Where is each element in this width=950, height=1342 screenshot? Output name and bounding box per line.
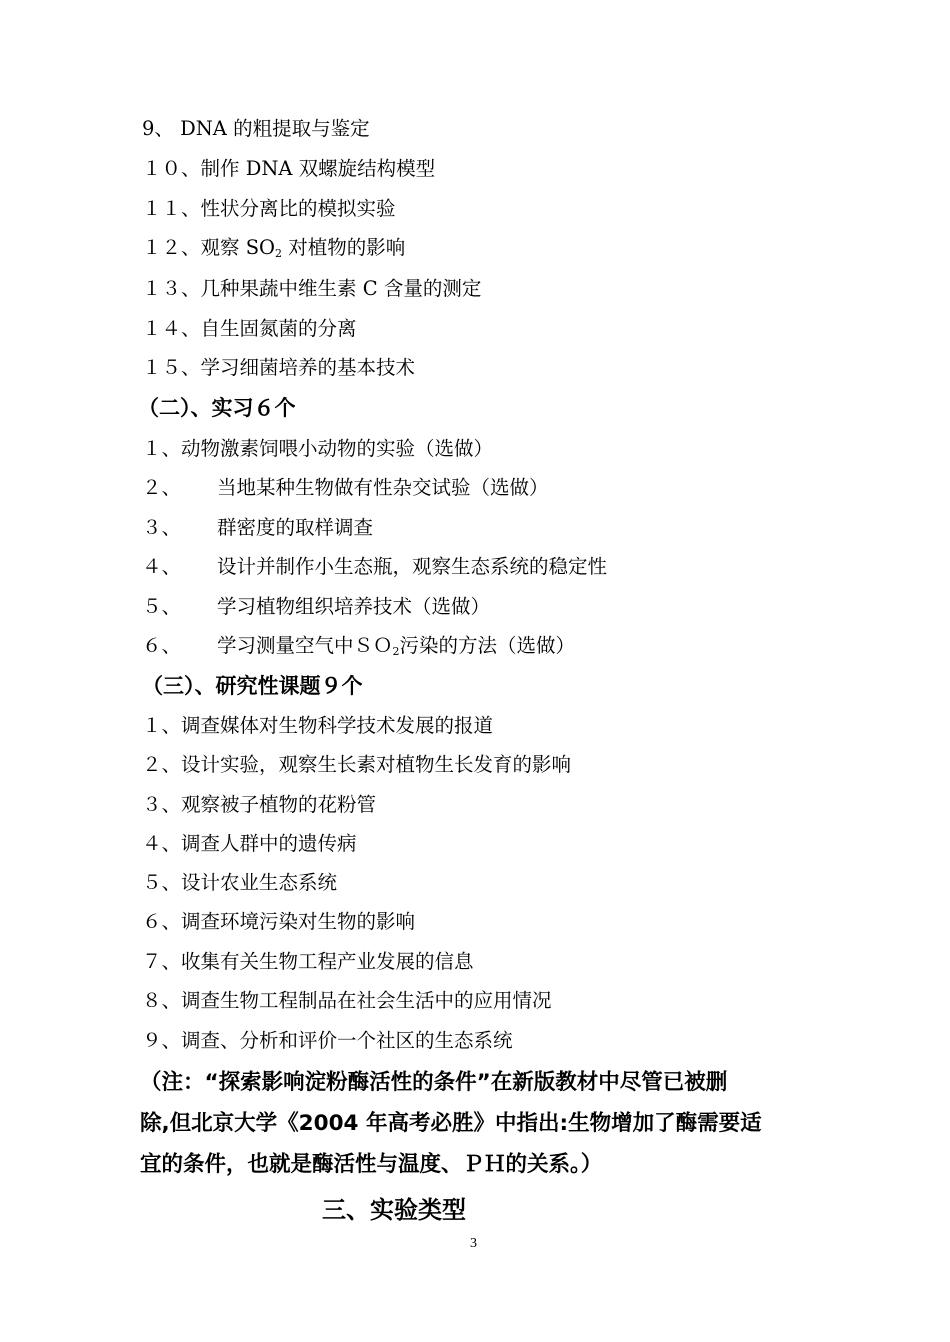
note-line: 宜的条件，也就是酶活性与温度、ＰＨ的关系。） bbox=[140, 1152, 603, 1177]
list-item-text: 对植物的影响 bbox=[282, 236, 406, 259]
note-line: 除,但北京大学《2004 年高考必胜》中指出:生物增加了酶需要适 bbox=[140, 1111, 762, 1136]
section-heading: （二）、实习６个 bbox=[138, 396, 296, 420]
item-number: ６、 bbox=[142, 634, 182, 657]
list-item bbox=[142, 234, 405, 262]
list-item: 9、 DNA 的粗提取与鉴定 bbox=[142, 117, 370, 140]
list-item bbox=[142, 474, 549, 502]
list-item-text: 群密度的取样调查 bbox=[217, 516, 374, 539]
list-item: １５、学习细菌培养的基本技术 bbox=[142, 356, 416, 379]
item-number: ５、 bbox=[142, 595, 182, 618]
list-item bbox=[142, 632, 575, 660]
list-item: １３、几种果蔬中维生素 C 含量的测定 bbox=[142, 277, 482, 300]
list-item-text: 学习植物组织培养技术（选做） bbox=[217, 595, 491, 618]
list-item bbox=[142, 593, 490, 621]
item-number: ３、 bbox=[142, 516, 182, 539]
list-item: ５、设计农业生态系统 bbox=[142, 871, 338, 894]
item-number: ２、 bbox=[142, 476, 182, 499]
list-item-text: 污染的方法（选做） bbox=[399, 634, 576, 657]
note-paragraph bbox=[140, 1062, 860, 1185]
list-item: ７、收集有关生物工程产业发展的信息 bbox=[142, 950, 474, 973]
list-item bbox=[142, 514, 373, 542]
list-item: １、调查媒体对生物科学技术发展的报道 bbox=[142, 714, 494, 737]
list-item: ６、调查环境污染对生物的影响 bbox=[142, 910, 416, 933]
note-line: （注：“探索影响淀粉酶活性的条件”在新版教材中尽管已被删 bbox=[140, 1070, 728, 1095]
list-item: ４、调查人群中的遗传病 bbox=[142, 832, 357, 855]
section-heading: （三）、研究性课题９个 bbox=[142, 674, 363, 698]
item-number: ４、 bbox=[142, 555, 182, 578]
subscript: 2 bbox=[275, 247, 283, 260]
list-item-text: 设计并制作小生态瓶，观察生态系统的稳定性 bbox=[217, 555, 608, 578]
list-item: ８、调查生物工程制品在社会生活中的应用情况 bbox=[142, 989, 552, 1012]
page-number: 3 bbox=[470, 1236, 477, 1251]
list-item: １４、自生固氮菌的分离 bbox=[142, 317, 357, 340]
list-item: １１、性状分离比的模拟实验 bbox=[142, 197, 396, 220]
list-item: １０、制作 DNA 双螺旋结构模型 bbox=[142, 157, 436, 180]
list-item-text: 当地某种生物做有性杂交试验（选做） bbox=[217, 476, 549, 499]
list-item-text: １２、观察 SO bbox=[142, 236, 276, 259]
subscript: 2 bbox=[392, 645, 400, 658]
list-item: ２、设计实验，观察生长素对植物生长发育的影响 bbox=[142, 753, 572, 776]
section-title: 三、实验类型 bbox=[322, 1196, 466, 1224]
list-item: ９、调查、分析和评价一个社区的生态系统 bbox=[142, 1029, 513, 1052]
list-item bbox=[142, 553, 607, 581]
list-item-text: 学习测量空气中ＳＯ bbox=[217, 634, 393, 657]
list-item: １、动物激素饲喂小动物的实验（选做） bbox=[142, 437, 494, 460]
list-item: ３、观察被子植物的花粉管 bbox=[142, 793, 377, 816]
